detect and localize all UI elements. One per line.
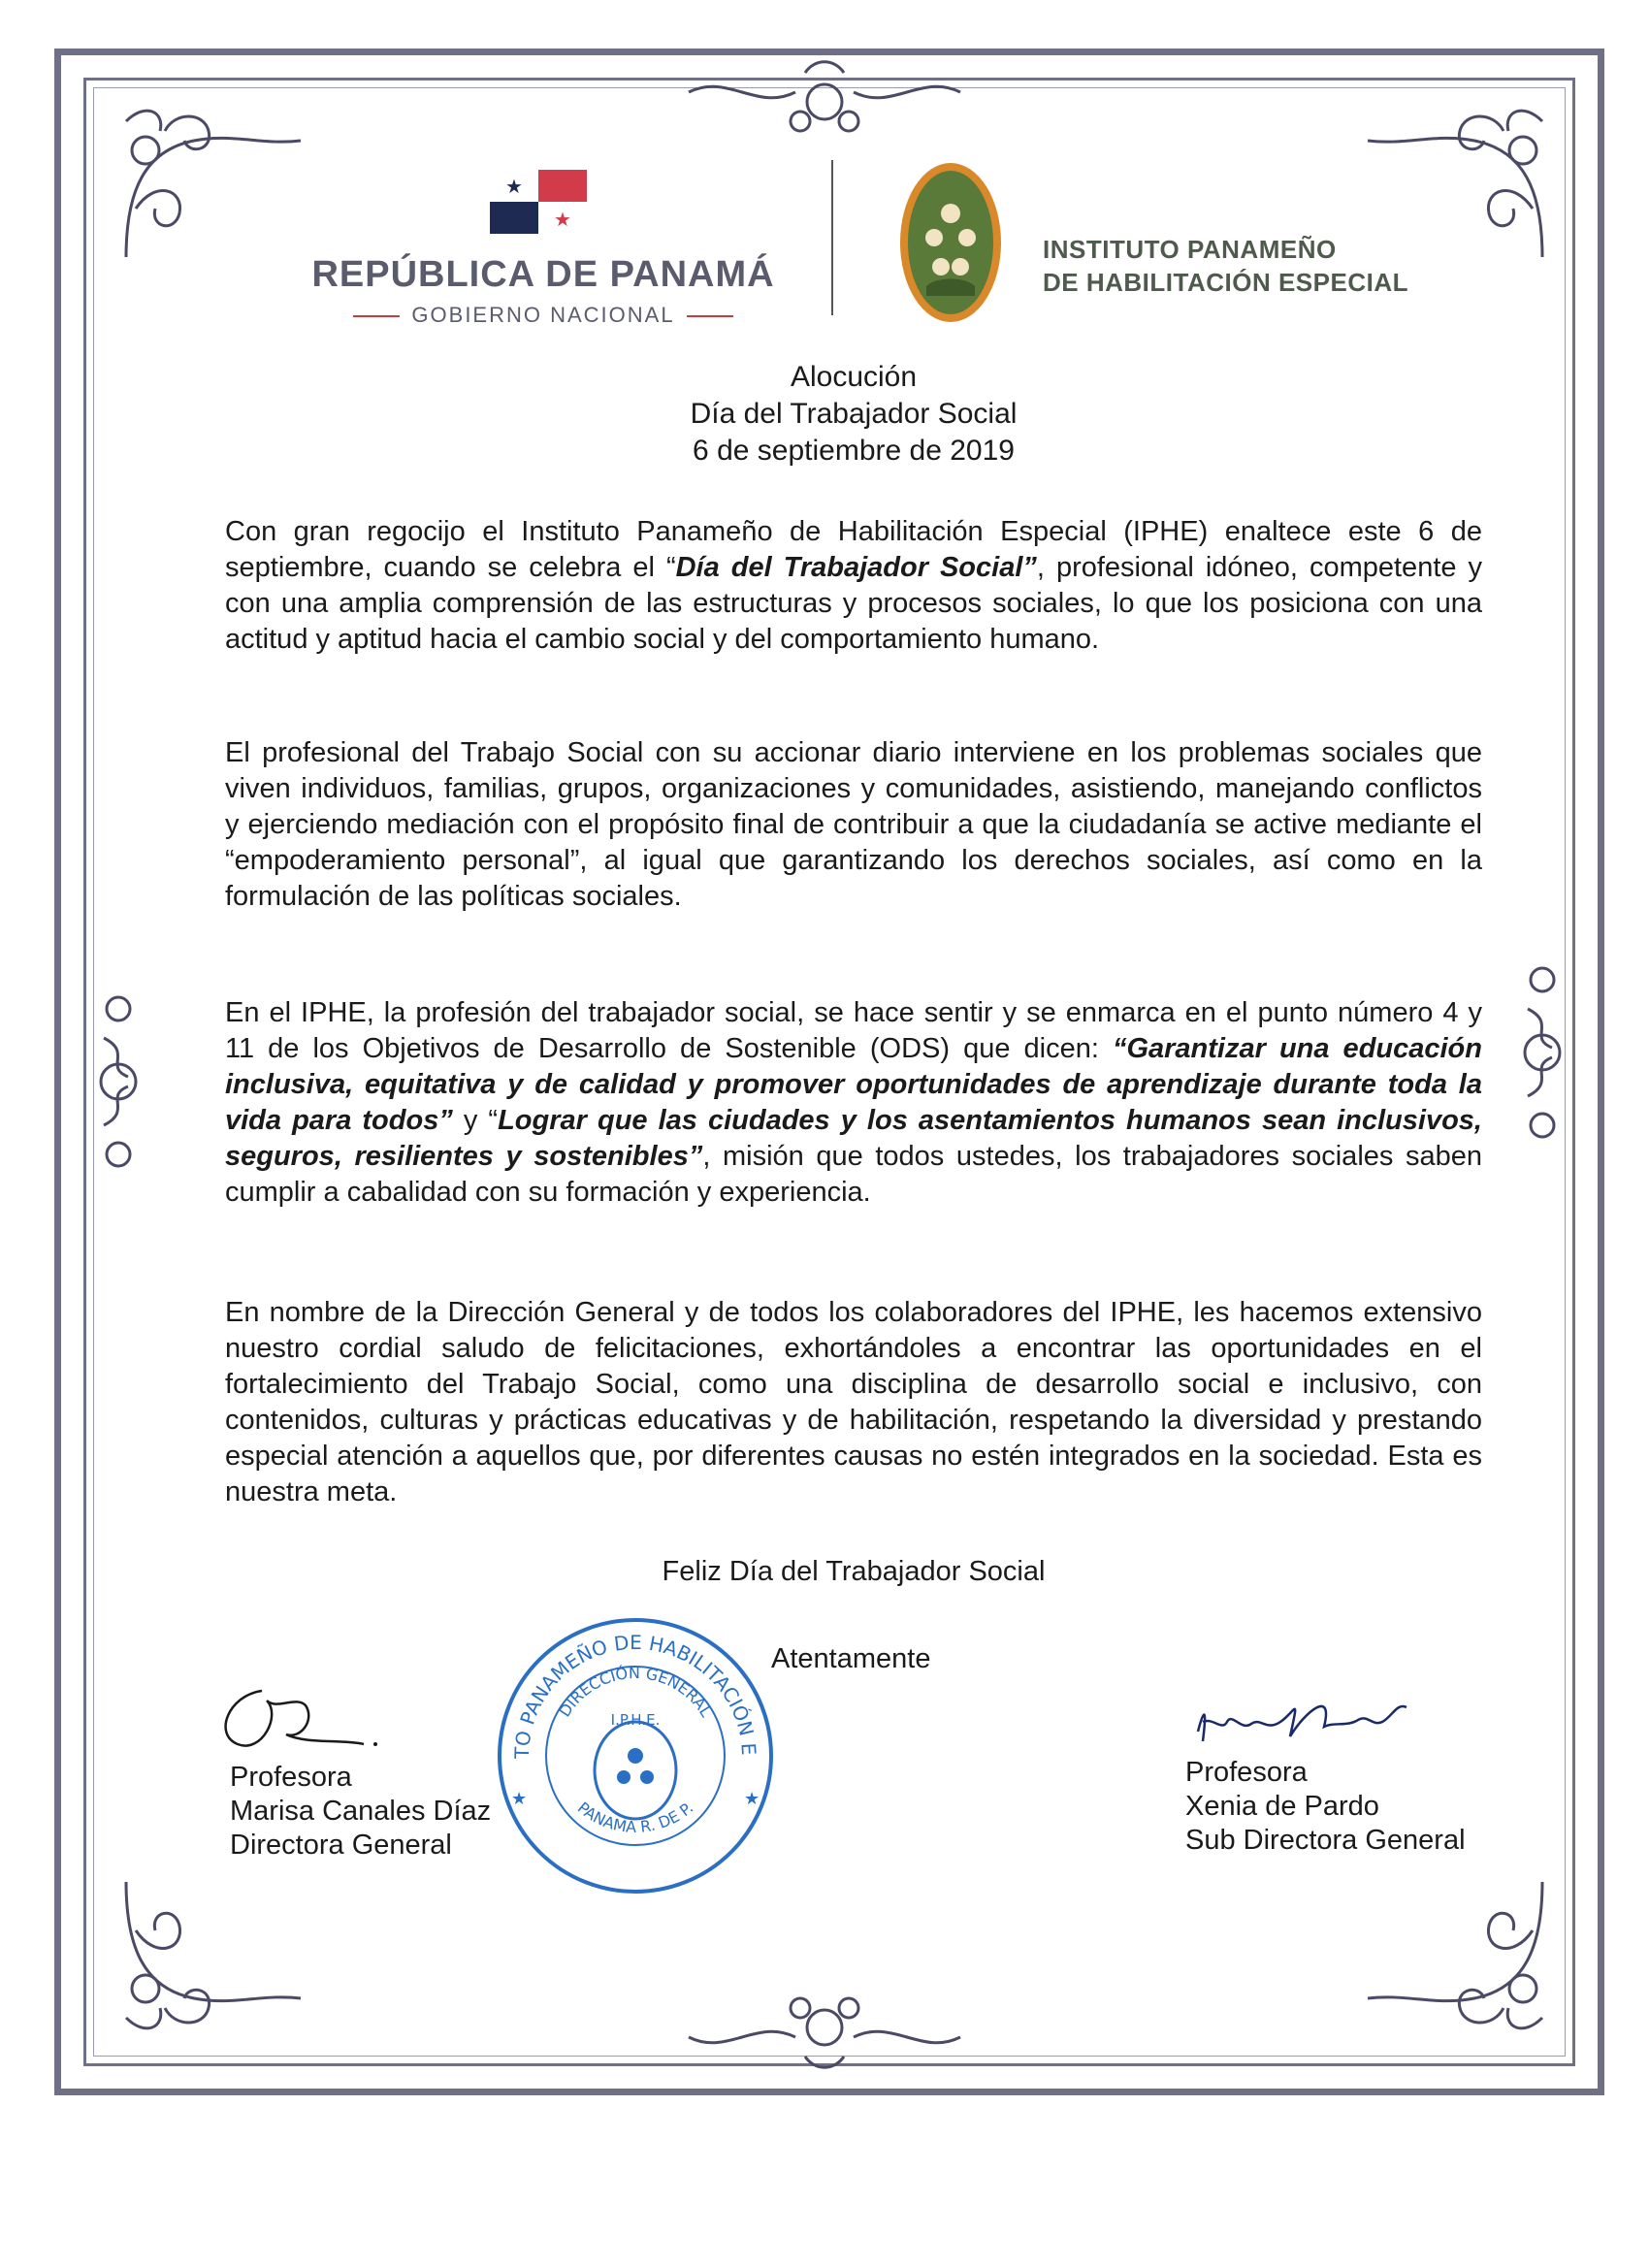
corner-ornament-bottom-left <box>107 1863 320 2047</box>
svg-text:★: ★ <box>505 175 523 198</box>
left-side-ornament <box>89 970 147 1193</box>
p1-emphasis: Día del Trabajador Social” <box>675 552 1037 583</box>
official-stamp <box>490 1610 781 1901</box>
government-title: REPÚBLICA DE PANAMÁ <box>311 254 775 295</box>
right-side-ornament <box>1513 941 1571 1164</box>
signer-right-name: Xenia de Pardo <box>1185 1791 1379 1822</box>
atentamente-label: Atentamente <box>771 1643 931 1674</box>
title-line1: Alocución <box>790 361 918 393</box>
signer-right-block <box>1185 1756 1466 1858</box>
p3-quote-1: “Garantizar una educación inclusiva, equitativa y de calidad y promover oportunidades de aprendizaje durante toda la vida para todos” <box>225 1033 1482 1136</box>
left-dash <box>353 315 400 317</box>
signer-left-title: Profesora <box>230 1762 352 1793</box>
signature-left <box>209 1676 383 1764</box>
institute-name-line1: INSTITUTO PANAMEÑO <box>1043 235 1337 264</box>
panama-flag-logo <box>490 170 587 234</box>
closing-line: Feliz Día del Trabajador Social <box>662 1556 1046 1587</box>
signer-left-role: Directora General <box>230 1830 452 1861</box>
p3-text-a: En el IPHE, la profesión del trabajador social, se hace sentir y se enmarca en el punto número 4 y 11 de los Objetivos de Desarrollo de Sostenible (ODS) que dicen: <box>225 997 1482 1064</box>
signature-right <box>1188 1673 1421 1761</box>
svg-text:PANAMÁ R. DE P. <box>574 1798 696 1836</box>
signer-left-block <box>230 1761 491 1863</box>
institute-name <box>1043 233 1450 299</box>
svg-text:★: ★ <box>744 1789 760 1809</box>
speech-title <box>485 359 1222 470</box>
government-subtitle-text: GOBIERNO NACIONAL <box>411 303 675 327</box>
bottom-center-ornament <box>679 1984 970 2076</box>
stamp-inner-arc: DIRECCIÓN GENERAL <box>555 1663 716 1721</box>
institute-name-line2: DE HABILITACIÓN ESPECIAL <box>1043 268 1408 297</box>
svg-text:INSTITUTO PANAMEÑO DE HABILITA <box>490 1610 760 1760</box>
p3-text-e: , misión que todos ustedes, los trabajadores sociales saben cumplir a cabalidad con su formación y experiencia. <box>225 1141 1482 1208</box>
paragraph-3 <box>225 995 1482 1211</box>
top-center-ornament <box>679 53 970 146</box>
right-dash <box>687 315 733 317</box>
iphe-logo <box>897 160 1004 325</box>
p1-text-a: Con gran regocijo el Instituto Panameño de Habilitación Especial (IPHE) enaltece este 6 de septiembre, cuando se celebra el “ <box>225 516 1482 583</box>
svg-text:★: ★ <box>511 1789 528 1809</box>
government-subtitle <box>291 303 795 328</box>
title-line3: 6 de septiembre de 2019 <box>693 435 1015 467</box>
header-divider <box>831 160 833 315</box>
corner-ornament-top-left <box>107 92 320 276</box>
signer-left-name: Marisa Canales Díaz <box>230 1796 492 1827</box>
corner-ornament-bottom-right <box>1348 1863 1562 2047</box>
paragraph-1 <box>225 514 1482 658</box>
signer-right-title: Profesora <box>1185 1757 1308 1788</box>
paragraph-4: En nombre de la Dirección General y de todos los colaboradores del IPHE, les hacemos extensivo nuestro cordial saludo de felicitaciones, exhortándoles a encontrar las oportunidades en el fortalecimiento del Trabajo Social, como una disciplina de desarrollo social e inclusivo, con contenidos, culturas y prácticas educativas y de habilitación, respetando la diversidad y prestando especial atención a aquellos que, por diferentes causas no estén integrados en la sociedad. Esta es nuestra meta. <box>225 1297 1482 1507</box>
paragraph-2: El profesional del Trabajo Social con su accionar diario interviene en los problemas sociales que viven individuos, familias, grupos, organizaciones y comunidades, asistiendo, manejando conflictos y ejerciendo mediación con el propósito final de contribuir a que la ciudadanía se active mediante el “empoderamiento personal”, al igual que garantizando los derechos sociales, así como en la formulación de las políticas sociales. <box>225 737 1482 912</box>
signer-right-role: Sub Directora General <box>1185 1825 1466 1856</box>
stamp-center-text: I.P.H.E. <box>610 1711 661 1729</box>
title-line2: Día del Trabajador Social <box>690 398 1018 430</box>
p3-quote-2: Lograr que las ciudades y los asentamientos humanos sean inclusivos, seguros, resilientes y sostenibles” <box>225 1105 1482 1172</box>
svg-text:★: ★ <box>554 208 571 231</box>
stamp-outer-arc: TO PANAMEÑO DE HABILITACIÓN E <box>509 1631 761 1760</box>
p1-text-c: , profesional idóneo, competente y con una amplia comprensión de las estructuras y procesos sociales, lo que los posiciona con una actitud y aptitud hacia el cambio social y del comportamiento humano. <box>225 552 1482 655</box>
stamp-bottom-arc: PANAMÁ R. DE P. <box>573 1798 697 1836</box>
p3-text-c: y “ <box>452 1105 499 1136</box>
